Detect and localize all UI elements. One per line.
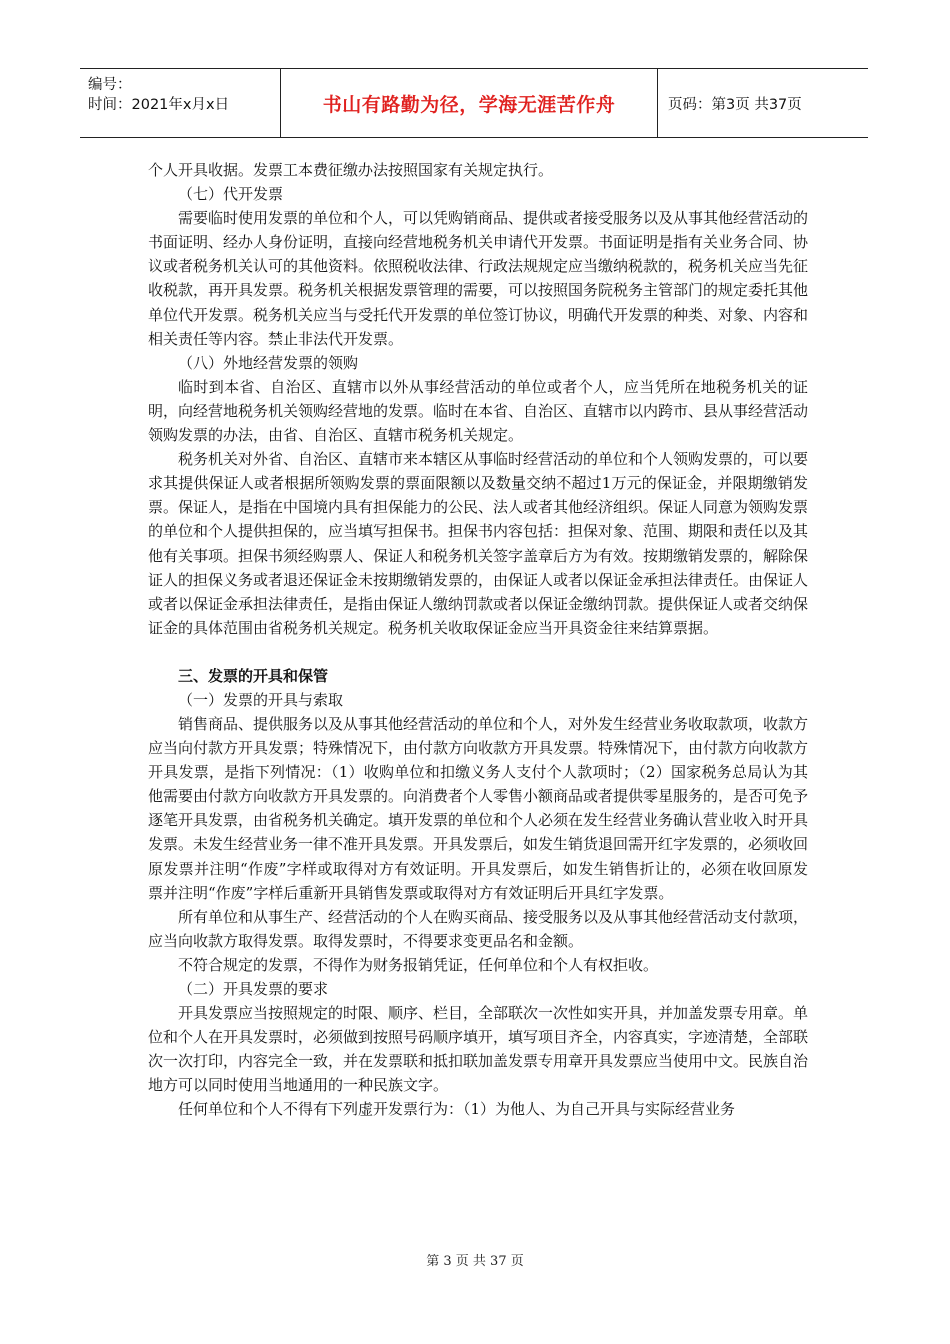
paragraph: 所有单位和从事生产、经营活动的个人在购买商品、接受服务以及从事其他经营活动支付款项，应当向收款方取得发票。取得发票时，不得要求变更品名和金额。 <box>148 907 809 950</box>
paragraph: 需要临时使用发票的单位和个人，可以凭购销商品、提供或者接受服务以及从事其他经营活动的书面证明、经办人身份证明，直接向经营地税务机关申请代开发票。书面证明是指有关业务合同、协议或者税务机关认可的其他资料。依照税收法律、行政法规规定应当缴纳税款的，税务机关应当先征收税款，再开具发票。税务机关根据发票管理的需要，可以按照国务院税务主管部门的规定委托其他单位代开发票。税务机关应当与受托代开发票的单位签订协议，明确代开发票的种类、对象、内容和相关责任等内容。禁止非法代开发票。 <box>148 209 809 348</box>
paragraph: 开具发票应当按照规定的时限、顺序、栏目，全部联次一次性如实开具，并加盖发票专用章。单位和个人在开具发票时，必须做到按照号码顺序填开，填写项目齐全，内容真实，字迹清楚，全部联次一次打印，内容完全一致，并在发票联和抵扣联加盖发票专用章开具发票应当使用中文。民族自治地方可以同时使用当地通用的一种民族文字。 <box>148 1004 809 1095</box>
subsection-heading: （七）代开发票 <box>178 185 284 204</box>
subsection-heading: （二）开具发票的要求 <box>178 980 329 998</box>
subsection-heading: （八）外地经营发票的领购 <box>178 353 359 372</box>
header-info-cell <box>80 69 281 137</box>
paragraph: 税务机关对外省、自治区、直辖市来本辖区从事临时经营活动的单位和个人领购发票的，可以要求其提供保证人或者根据所领购发票的票面限额以及数量交纳不超过1万元的保证金，并限期缴销发票。保证人，是指在中国境内具有担保能力的公民、法人或者其他经济组织。保证人同意为领购发票的单位和个人提供担保的，应当填写担保书。担保书内容包括：担保对象、范围、期限和责任以及其他有关事项。担保书须经购票人、保证人和税务机关签字盖章后方为有效。按期缴销发票的，解除保证人的担保义务或者退还保证金未按期缴销发票的，由保证人或者以保证金承担法律责任。由保证人或者以保证金承担法律责任，是指由保证人缴纳罚款或者以保证金缴纳罚款。提供保证人或者交纳保证金的具体范围由省税务机关规定。税务机关收取保证金应当开具资金往来结算票据。 <box>148 450 809 637</box>
number-label: 编号： <box>88 77 132 93</box>
page-info: 页码：第3页 共37页 <box>668 96 802 113</box>
paragraph: 任何单位和个人不得有下列虚开发票行为：（1）为他人、为自己开具与实际经营业务 <box>178 1100 736 1119</box>
subsection-heading: （一）发票的开具与索取 <box>178 690 344 709</box>
time-label: 时间：2021年x月x日 <box>88 97 230 113</box>
spacer <box>148 640 808 664</box>
motto: 书山有路勤为径，学海无涯苦作舟 <box>281 69 658 137</box>
paragraph: 个人开具收据。发票工本费征缴办法按照国家有关规定执行。 <box>148 161 554 179</box>
document-body <box>148 158 808 1122</box>
paragraph: 不符合规定的发票，不得作为财务报销凭证，任何单位和个人有权拒收。 <box>178 955 659 974</box>
paragraph: 临时到本省、自治区、直辖市以外从事经营活动的单位或者个人，应当凭所在地税务机关的证明，向经营地税务机关领购经营地的发票。临时在本省、自治区、直辖市以内跨市、县从事经营活动领购发票的办法，由省、自治区、直辖市税务机关规定。 <box>148 377 809 445</box>
section-heading: 三、发票的开具和保管 <box>178 666 329 685</box>
page-footer: 第 3 页 共 37 页 <box>426 1254 524 1269</box>
header-table <box>80 68 868 138</box>
paragraph: 销售商品、提供服务以及从事其他经营活动的单位和个人，对外发生经营业务收取款项，收款方应当向付款方开具发票；特殊情况下，由付款方向收款方开具发票。特殊情况下，由付款方向收款方开具发票，是指下列情况：（1）收购单位和扣缴义务人支付个人款项时；（2）国家税务总局认为其他需要由付款方向收款方开具发票的。向消费者个人零售小额商品或者提供零星服务的，是否可免予逐笔开具发票，由省税务机关确定。填开发票的单位和个人必须在发生经营业务确认营业收入时开具发票。未发生经营业务一律不准开具发票。开具发票后，如发生销货退回需开红字发票的，必须收回原发票并注明“作废”字样或取得对方有效证明。开具发票后，如发生销售折让的，必须在收回原发票并注明“作废”字样后重新开具销售发票或取得对方有效证明后开具红字发票。 <box>148 714 809 902</box>
